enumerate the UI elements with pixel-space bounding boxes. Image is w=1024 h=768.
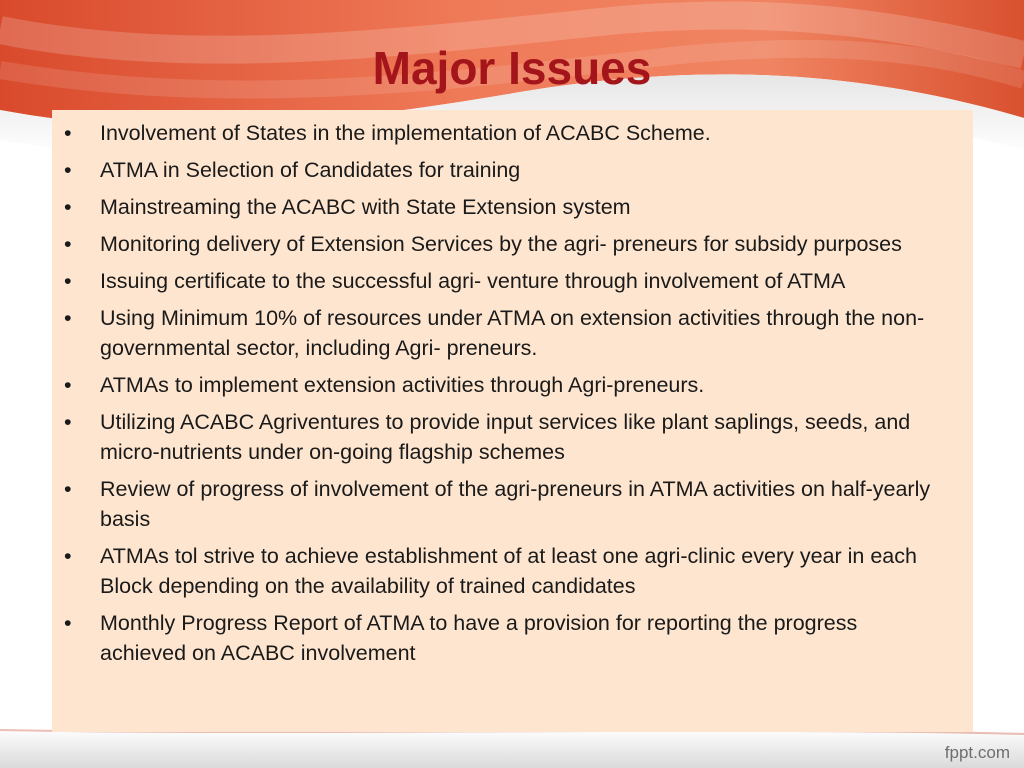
bullet-dot: • xyxy=(64,269,72,293)
list-item xyxy=(60,474,947,534)
bullet-dot: • xyxy=(64,477,72,501)
list-item-text: Monitoring delivery of Extension Services by the agri- preneurs for subsidy purposes xyxy=(100,232,902,256)
footer-background xyxy=(0,728,1024,768)
bullet-dot: • xyxy=(64,306,72,330)
list-item-text: Involvement of States in the implementation of ACABC Scheme. xyxy=(100,121,711,145)
bullet-dot: • xyxy=(64,544,72,568)
list-item-text: ATMA in Selection of Candidates for training xyxy=(100,158,521,182)
list-item xyxy=(60,155,947,185)
bullet-dot: • xyxy=(64,410,72,434)
list-item-text: ATMAs to implement extension activities through Agri-preneurs. xyxy=(100,373,705,397)
bullet-dot: • xyxy=(64,232,72,256)
bullet-dot: • xyxy=(64,158,72,182)
list-item-text: Issuing certificate to the successful agri- venture through involvement of ATMA xyxy=(100,269,846,293)
list-item xyxy=(60,370,947,400)
list-item-text: Using Minimum 10% of resources under ATMA on extension activities through the non-governmental sector, including Agri- preneurs. xyxy=(100,306,925,360)
list-item xyxy=(60,118,947,148)
list-item-text: Utilizing ACABC Agriventures to provide input services like plant saplings, seeds, and micro-nutrients under on-going flagship schemes xyxy=(100,410,911,464)
bullet-list xyxy=(60,118,947,668)
list-item xyxy=(60,303,947,363)
content-box xyxy=(52,110,973,732)
bullet-dot: • xyxy=(64,373,72,397)
list-item-text: Mainstreaming the ACABC with State Extension system xyxy=(100,195,631,219)
bullet-dot: • xyxy=(64,121,72,145)
footer-brand: fppt.com xyxy=(944,743,1010,762)
bullet-dot: • xyxy=(64,195,72,219)
list-item xyxy=(60,266,947,296)
list-item xyxy=(60,608,947,668)
list-item xyxy=(60,192,947,222)
list-item xyxy=(60,541,947,601)
list-item-text: Review of progress of involvement of the agri-preneurs in ATMA activities on half-yearly basis xyxy=(100,477,931,531)
list-item xyxy=(60,407,947,467)
slide-title: Major Issues xyxy=(372,42,652,94)
list-item-text: Monthly Progress Report of ATMA to have a provision for reporting the progress achieved on ACABC involvement xyxy=(100,611,858,665)
list-item-text: ATMAs tol strive to achieve establishment of at least one agri-clinic every year in each Block depending on the availability of trained candidates xyxy=(100,544,917,598)
bullet-dot: • xyxy=(64,611,72,635)
list-item xyxy=(60,229,947,259)
